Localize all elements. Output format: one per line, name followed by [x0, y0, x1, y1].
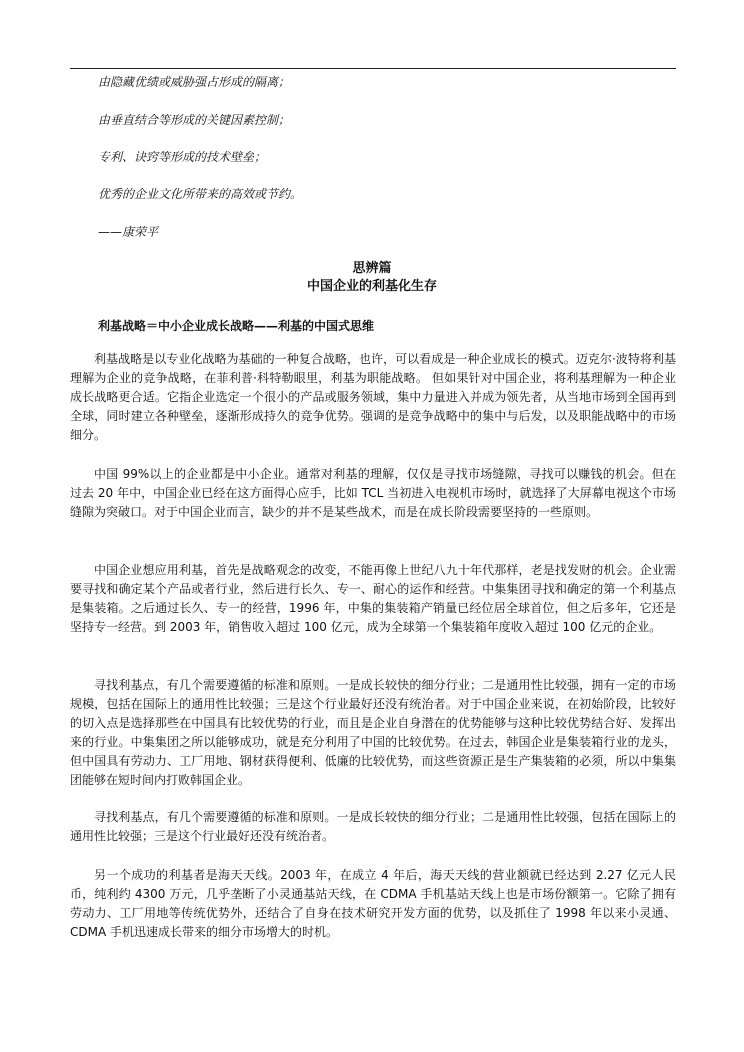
quote-line-2: 由垂直结合等形成的关键因素控制； — [98, 113, 291, 127]
header-rule — [70, 68, 676, 69]
paragraph-1: 利基战略是以专业化战略为基础的一种复合战略，也许，可以看成是一种企业成长的模式。迈克尔·波特将利基理解为企业的竞争战略，在菲利普·科特勒眼里，利基为职能战略。 但如果针对中国企业，将利基理解为一种企业成长战略更合适。它指企业选定一个很小的产品或服务领域，集中力量进入并成为领先者，从当地市场到全国再到全球，同时建立各种壁垒，逐渐形成持久的竞争优势。强调的是竞争战略中的集中与后发，以及职能战略中的市场细分。 — [70, 352, 676, 442]
quote-line-3: 专利、诀窍等形成的技术壁垒； — [98, 150, 267, 164]
paragraph-6: 另一个成功的利基者是海天天线。2003 年，在成立 4 年后，海天天线的营业额就已经达到 2.27 亿元人民币，纯利约 4300 万元，几乎垄断了小灵通基站天线，在 CDMA 手机基站天线上也是市场份额第一。它除了拥有劳动力、工厂用地等传统优势外，还结合了自身在技术研究开发方面的优势，以及抓住了 1998 年以来小灵通、CDMA 手机迅速成长带来的细分市场增大的时机。 — [70, 868, 676, 939]
quote-author: ——康荣平 — [98, 225, 159, 239]
quote-line-1: 由隐藏优绩或威胁强占形成的隔离； — [98, 75, 291, 89]
chapter-subtitle: 中国企业的利基化生存 — [306, 279, 437, 294]
paragraph-5: 寻找利基点，有几个需要遵循的标准和原则。一是成长较快的细分行业；二是通用性比较强，包括在国际上的通用性比较强；三是这个行业最好还没有统治者。 — [70, 810, 676, 843]
paragraph-2: 中国 99%以上的企业都是中小企业。通常对利基的理解，仅仅是寻找市场缝隙，寻找可以赚钱的机会。但在过去 20 年中，中国企业已经在这方面得心应手，比如 TCL 当初进入电视机市场时，就选择了大屏幕电视这个市场缝隙为突破口。对于中国企业而言，缺少的并不是某些战术，而是在成长阶段需要坚持的一些原则。 — [70, 467, 676, 519]
paragraph-4: 寻找利基点，有几个需要遵循的标准和原则。一是成长较快的细分行业；二是通用性比较强，拥有一定的市场规模，包括在国际上的通用性比较强；三是这个行业最好还没有统治者。对于中国企业来说，在初始阶段，比较好的切入点是选择那些在中国具有比较优势的行业，而且是企业自身潜在的优势能够与这种比较优势结合好、发挥出来的行业。中集集团之所以能够成功，就是充分利用了中国的比较优势。在过去，韩国企业是集装箱行业的龙头，但中国具有劳动力、工厂用地、钢材获得便利、低廉的比较优势，而这些资源正是生产集装箱的必须，所以中集集团能够在短时间内打败韩国企业。 — [70, 678, 676, 787]
quote-line-4: 优秀的企业文化所带来的高效或节约。 — [98, 187, 303, 201]
paragraph-3: 中国企业想应用利基，首先是战略观念的改变，不能再像上世纪八九十年代那样，老是找发财的机会。企业需要寻找和确定某个产品或者行业，然后进行长久、专一、耐心的运作和经营。中集集团寻找和确定的第一个利基点是集装箱。之后通过长久、专一的经营，1996 年，中集的集装箱产销量已经位居全球首位，但之后多年，它还是坚持专一经营。到 2003 年，销售收入超过 100 亿元，成为全球第一个集装箱年度收入超过 100 亿元的企业。 — [70, 563, 676, 634]
section-title: 利基战略＝中小企业成长战略——利基的中国式思维 — [98, 319, 375, 333]
chapter-title: 思辨篇 — [352, 261, 392, 276]
